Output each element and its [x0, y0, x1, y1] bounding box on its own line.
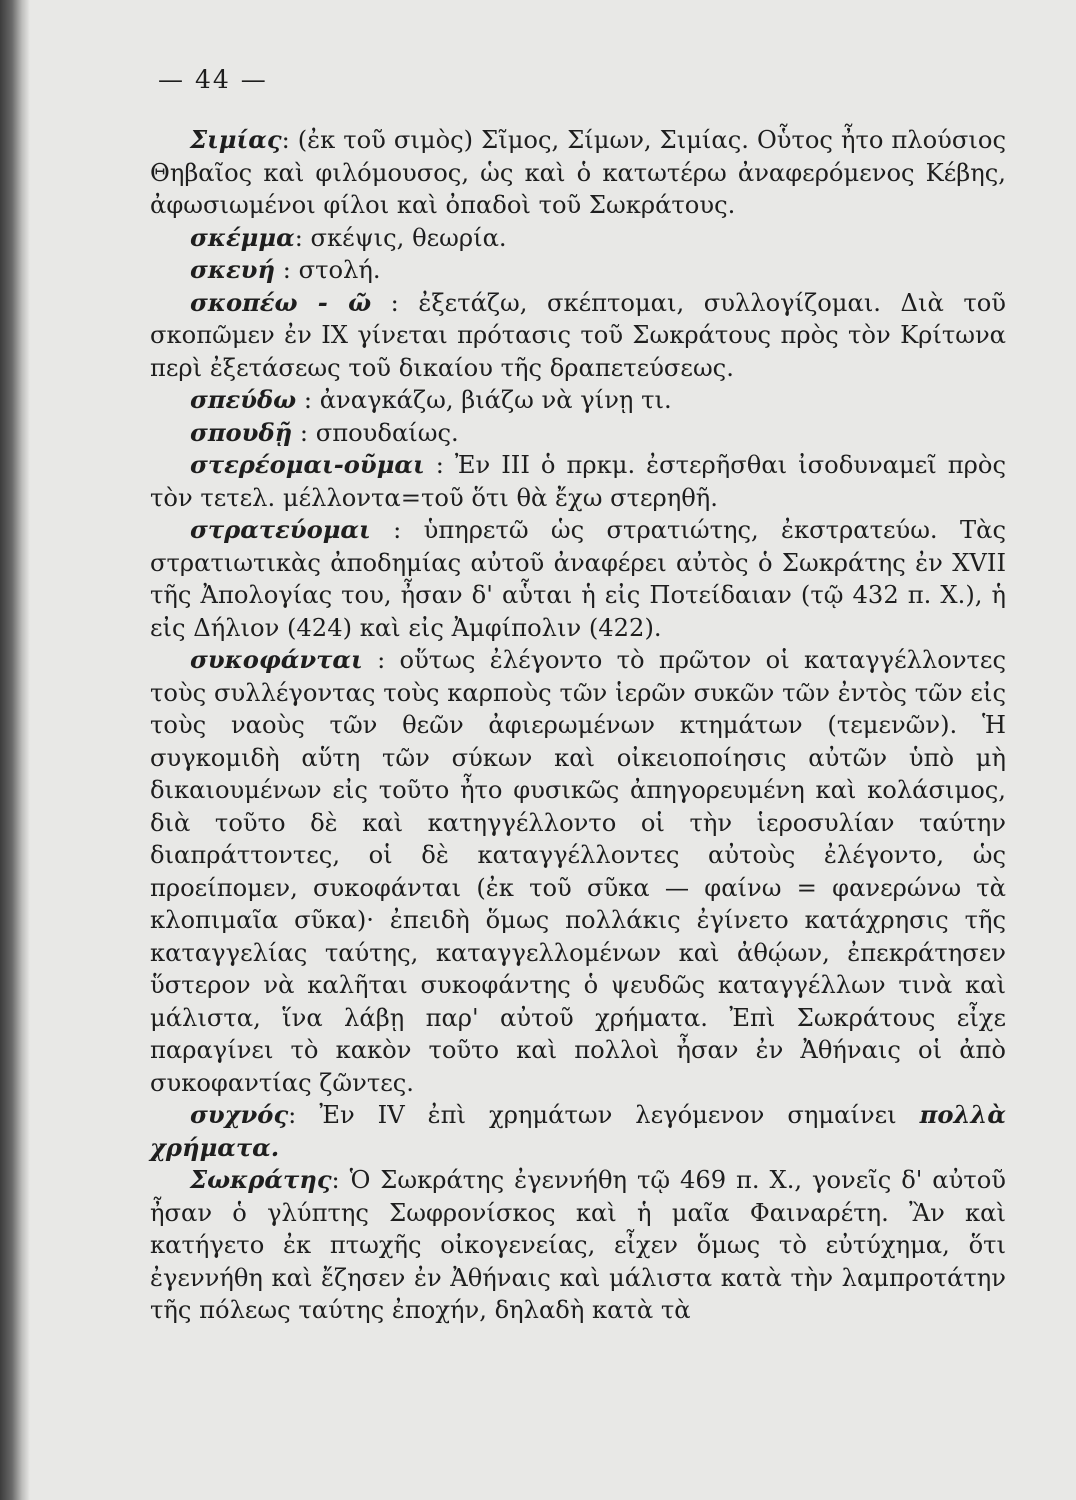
- entry-separator: :: [296, 386, 320, 414]
- entry-term: στερέομαι-οῦμαι: [190, 450, 425, 479]
- entry-term: σπουδῇ: [190, 417, 293, 447]
- scan-left-edge: [0, 0, 30, 1500]
- entry-term: σκευή: [190, 255, 276, 284]
- entry-text: ἐξετάζω, σκέπτομαι, συλλογίζομαι. Διὰ τοῦ σκοπῶμεν ἐν IX γίνεται πρότασις τοῦ Σωκράτους πρὸς τὸν Κρίτωνα περὶ ἐξετάσεως τοῦ δικαίου τῆς δραπετεύσεως.: [150, 288, 1006, 382]
- entry-text: Ὁ Σωκράτης ἐγεννήθη τῷ 469 π. Χ., γονεῖς δ' αὐτοῦ ἦσαν ὁ γλύπτης Σωφρονίσκος καὶ ἡ μαῖα Φαιναρέτη. Ἂν καὶ κατήγετο ἐκ πτωχῆς οἰκογενείας, εἶχεν ὅμως τὸ εὐτύχημα, ὅτι ἐγεννήθη καὶ ἔζησεν ἐν Ἀθήναις καὶ μάλιστα κατὰ τὴν λαμπροτάτην τῆς πόλεως ταύτης ἐποχήν, δηλαδὴ κατὰ τὰ: [150, 1166, 1006, 1324]
- entry-text: ἀναγκάζω, βιάζω νὰ γίνῃ τι.: [319, 386, 672, 414]
- entry-sykophantai: [150, 644, 1006, 1099]
- entry-separator: :: [275, 256, 299, 284]
- entry-separator: :: [294, 223, 311, 252]
- entry-text: Ἐν III ὁ πρκμ. ἐστερῆσθαι ἰσοδυναμεῖ πρὸς τὸν τετελ. μέλλοντα=τοῦ ὅτι θὰ ἔχω στερηθῆ.: [150, 451, 1006, 512]
- entry-term: σπεύδω: [190, 385, 297, 414]
- entry-term: σκοπέω - ῶ: [190, 287, 372, 317]
- entry-separator: :: [292, 418, 316, 447]
- entry-term: συκοφάνται: [190, 645, 363, 674]
- entry-skeue: [150, 254, 1006, 287]
- page-number: — 44 —: [158, 65, 268, 94]
- entry-text: (ἐκ τοῦ σιμὸς) Σῖμος, Σίμων, Σιμίας. Οὗτος ἦτο πλούσιος Θηβαῖος καὶ φιλόμουσος, ὡς καὶ ὁ κατωτέρω ἀναφερόμενος Κέβης, ἀφωσιωμένοι φίλοι καὶ ὀπαδοὶ τοῦ Σωκράτους.: [150, 126, 1006, 219]
- entry-emphasis: πολλὰ χρήματα.: [150, 1100, 1006, 1162]
- entry-text: ὑπηρετῶ ὡς στρατιώτης, ἐκστρατεύω. Τὰς στρατιωτικὰς ἀποδημίας αὐτοῦ ἀναφέρει αὐτὸς ὁ Σωκράτης ἐν XVII τῆς Ἀπολογίας του, ἦσαν δ' αὗται ἡ εἰς Ποτείδαιαν (τῷ 432 π. Χ.), ἡ εἰς Δήλιον (424) καὶ εἰς Ἀμφίπολιν (422).: [150, 516, 1006, 642]
- entry-sychnos: [150, 1099, 1006, 1164]
- entry-strateuomai: [150, 514, 1006, 644]
- document-page: [150, 62, 1006, 1327]
- entry-speudo: [150, 384, 1006, 417]
- entry-separator: :: [281, 126, 298, 154]
- entry-sokrates: [150, 1164, 1006, 1327]
- entry-text: σπουδαίως.: [315, 418, 459, 447]
- entry-skemma: [150, 222, 1006, 255]
- entry-separator: :: [424, 451, 455, 479]
- entry-term: συχνός: [190, 1100, 289, 1129]
- entry-text: στολή.: [298, 256, 381, 284]
- entry-term: στρατεύομαι: [190, 515, 371, 544]
- entry-text: οὕτως ἐλέγοντο τὸ πρῶτον οἱ καταγγέλλοντες τοὺς συλλέγοντας τοὺς καρποὺς τῶν ἱερῶν συκῶν τῶν ἐντὸς τῶν εἰς τοὺς ναοὺς τῶν θεῶν ἀφιερωμένων κτημάτων (τεμενῶν). Ἡ συγκομιδὴ αὕτη τῶν σύκων καὶ οἰκειοποίησις αὐτῶν ὑπὸ μὴ δικαιουμένων εἰς τοῦτο ἦτο φυσικῶς ἀπηγορευμένη καὶ κολάσιμος, διὰ τοῦτο δὲ καὶ κατηγγέλλοντο οἱ τὴν ἱεροσυλίαν ταύτην διαπράττοντες, οἱ δὲ καταγγέλλοντες αὐτοὺς ἐλέγοντο, ὡς προείπομεν, συκοφάνται (ἐκ τοῦ σῦκα — φαίνω = φανερώνω τὰ κλοπιμαῖα σῦκα)· ἐπειδὴ ὅμως πολλάκις ἐγίνετο κατάχρησις τῆς καταγγελίας ταύτης, καταγγελλομένων καὶ ἀθῴων, ἐπεκράτησεν ὕστερον νὰ καλῆται συκοφάντης ὁ ψευδῶς καταγγέλλων τινὰ καὶ μάλιστα, ἵνα λάβῃ παρ' αὐτοῦ χρήματα. Ἐπὶ Σωκράτους εἶχε παραγίνει τὸ κακὸν τοῦτο καὶ πολλοὶ ἦσαν ἐν Ἀθήναις οἱ ἀπὸ συκοφαντίας ζῶντες.: [150, 646, 1006, 1097]
- entry-text: σκέψις, θεωρία.: [310, 223, 507, 252]
- entry-term: Σιμίας: [190, 125, 282, 154]
- entry-skopeo: [150, 287, 1006, 385]
- entry-simias: [150, 124, 1006, 222]
- entry-stereomai: [150, 449, 1006, 514]
- entry-term: Σωκράτης: [190, 1165, 332, 1194]
- entry-separator: :: [362, 646, 400, 674]
- entry-separator: :: [331, 1166, 350, 1194]
- entry-separator: :: [371, 288, 419, 317]
- entry-separator: :: [370, 516, 424, 544]
- entry-text: Ἐν IV ἐπὶ χρημάτων λεγόμενον σημαίνει: [319, 1101, 920, 1129]
- entry-spoude: [150, 417, 1006, 450]
- entry-separator: :: [288, 1101, 320, 1129]
- entry-term: σκέμμα: [190, 222, 295, 252]
